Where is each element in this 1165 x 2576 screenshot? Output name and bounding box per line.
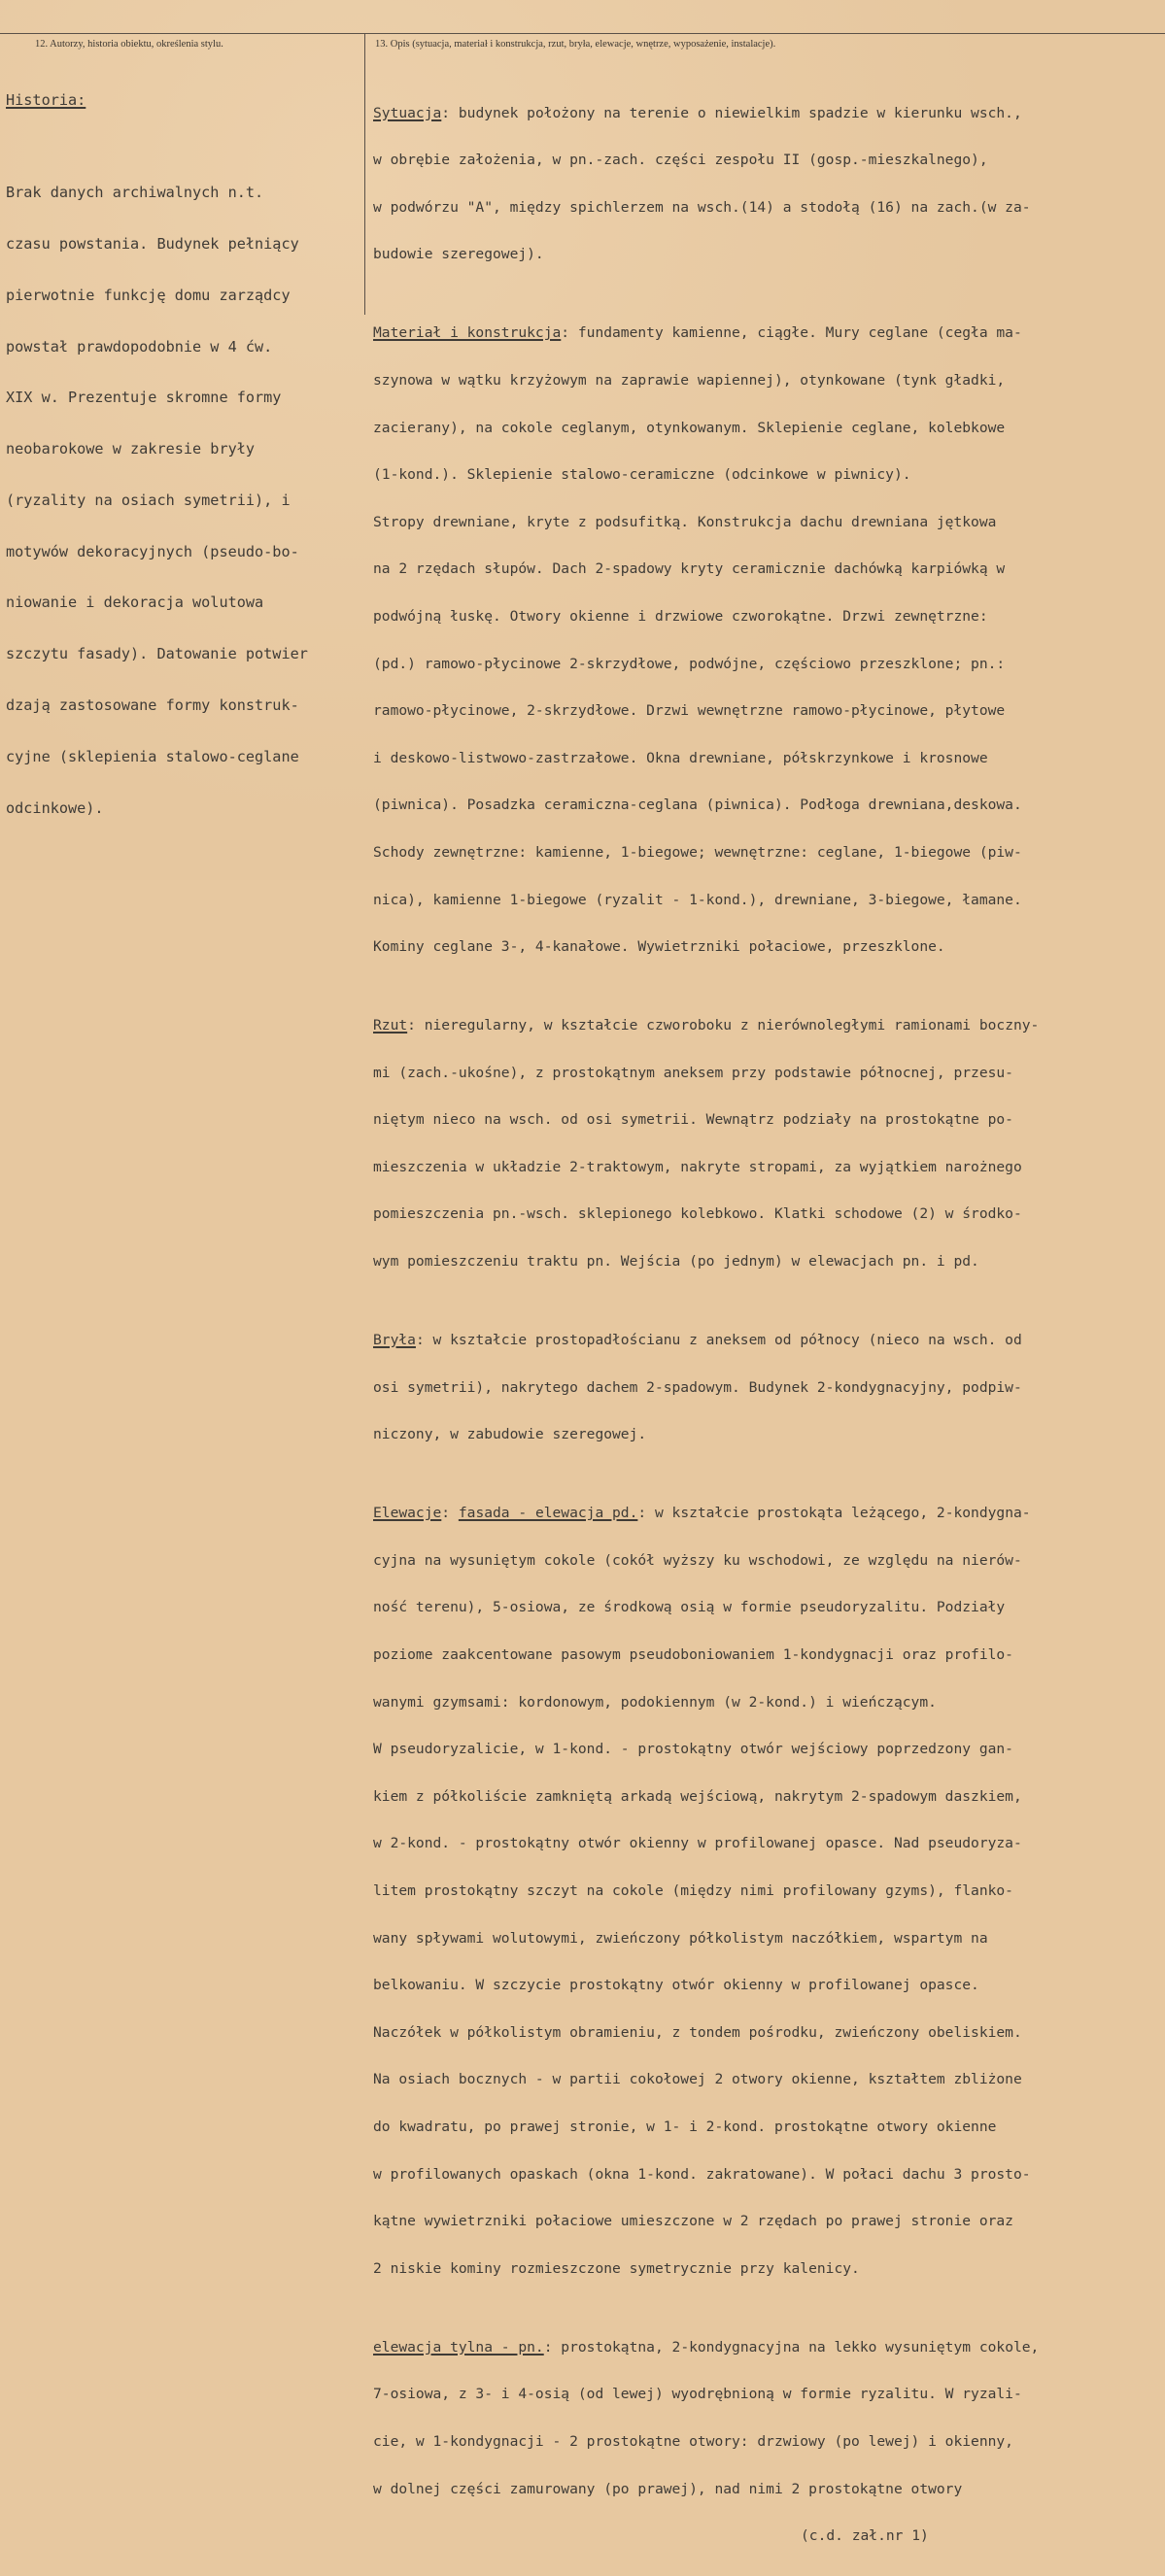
- section-situation-line: w obrębie założenia, w pn.-zach. części zespołu II (gosp.-mieszkalnego),: [373, 152, 988, 169]
- section-situation-line: budowie szeregowej).: [373, 246, 544, 263]
- section-text: : budynek położony na terenie o niewielkim spadzie w kierunku wsch.,: [441, 104, 1022, 121]
- history-line: cyjne (sklepienia stalowo-ceglane: [6, 747, 299, 765]
- section-plan-line: [373, 1018, 1162, 1034]
- section-facades-line: do kwadratu, po prawej stronie, w 1- i 2-kond. prostokątne otwory okienne: [373, 2118, 997, 2135]
- section-facades-line: 2 niskie kominy rozmieszczone symetrycznie przy kalenicy.: [373, 2259, 860, 2277]
- history-line: motywów dekoracyjnych (pseudo-bo-: [6, 542, 299, 560]
- section-facades-line: W pseudoryzalicie, w 1-kond. - prostokątny otwór wejściowy poprzedzony gan-: [373, 1741, 1013, 1758]
- description-column: [373, 58, 1162, 2576]
- history-line: odcinkowe).: [6, 798, 104, 817]
- section-text: : prostokątna, 2-kondygnacyjna na lekko wysuniętym cokole,: [543, 2338, 1040, 2356]
- section-plan-line: wym pomieszczeniu traktu pn. Wejścia (po jednym) w elewacjach pn. i pd.: [373, 1253, 979, 1271]
- section-facades-line: Na osiach bocznych - w partii cokołowej 2 otwory okienne, kształtem zbliżone: [373, 2071, 1022, 2088]
- history-line: Brak danych archiwalnych n.t.: [6, 184, 264, 202]
- section-rear-line: w dolnej części zamurowany (po prawej), nad nimi 2 prostokątne otwory: [373, 2480, 963, 2497]
- section-label-situation: Sytuacja: [373, 104, 442, 121]
- section-rear-line: cie, w 1-kondygnacji - 2 prostokątne otwory: drzwiowy (po lewej) i okienny,: [373, 2432, 1013, 2450]
- section-material-line: [373, 325, 1162, 341]
- section-material-line: Schody zewnętrzne: kamienne, 1-biegowe; wewnętrzne: ceglane, 1-biegowe (piw-: [373, 843, 1022, 861]
- section-text: : w kształcie prostokąta leżącego, 2-kondygna-: [637, 1505, 1031, 1522]
- section-material-line: na 2 rzędach słupów. Dach 2-spadowy kryty ceramicznie dachówką karpiówką w: [373, 560, 1006, 578]
- section-material-line: i deskowo-listwowo-zastrzałowe. Okna drewniane, półskrzynkowe i krosnowe: [373, 749, 988, 766]
- section-label-material: Materiał i konstrukcja: [373, 324, 562, 342]
- history-line: czasu powstania. Budynek pełniący: [6, 234, 299, 253]
- section-text: : w kształcie prostopadłościanu z aneksem od północy (nieco na wsch. od: [415, 1332, 1022, 1349]
- section-mass-line: niczony, w zabudowie szeregowej.: [373, 1426, 647, 1443]
- section-plan-line: niętym nieco na wsch. od osi symetrii. Wewnątrz podziały na prostokątne po-: [373, 1111, 1013, 1129]
- section-plan-line: pomieszczenia pn.-wsch. sklepionego kolebkowo. Klatki schodowe (2) w środko-: [373, 1205, 1022, 1223]
- section-label-rear: elewacja tylna - pn.: [373, 2338, 544, 2356]
- section-facades-line: kątne wywietrzniki połaciowe umieszczone w 2 rzędach po prawej stronie oraz: [373, 2213, 1013, 2230]
- section-rear-line: 7-osiowa, z 3- i 4-osią (od lewej) wyodrębnioną w formie ryzalitu. W ryzali-: [373, 2386, 1022, 2403]
- left-column-header: 12. Autorzy, historia obiektu, określenia stylu.: [35, 39, 223, 50]
- history-line: pierwotnie funkcję domu zarządcy: [6, 286, 291, 304]
- column-divider: [364, 33, 365, 315]
- right-column-header: 13. Opis (sytuacja, materiał i konstrukcja, rzut, bryła, elewacje, wnętrze, wyposażenie, instalacje).: [375, 39, 776, 50]
- section-facades-line: kiem z półkoliście zamkniętą arkadą wejściową, nakrytym 2-spadowym daszkiem,: [373, 1787, 1022, 1805]
- section-label-plan: Rzut: [373, 1017, 408, 1034]
- section-facades-line: Naczółek w półkolistym obramieniu, z tondem pośrodku, zwieńczony obeliskiem.: [373, 2023, 1022, 2041]
- section-material-line: szynowa w wątku krzyżowym na zaprawie wapiennej), otynkowane (tynk gładki,: [373, 371, 1006, 389]
- section-situation-line: w podwórzu "A", między spichlerzem na wsch.(14) a stodołą (16) na zach.(w za-: [373, 198, 1031, 216]
- top-rule: [0, 33, 1165, 34]
- history-line: szczytu fasady). Datowanie potwier: [6, 645, 308, 663]
- history-heading: Historia:: [6, 91, 86, 110]
- section-facades-line: poziome zaakcentowane pasowym pseudoboniowaniem 1-kondygnacji oraz profilo-: [373, 1646, 1013, 1664]
- section-mass-line: osi symetrii), nakrytego dachem 2-spadowym. Budynek 2-kondygnacyjny, podpiw-: [373, 1378, 1022, 1396]
- section-rear-line: [373, 2340, 1162, 2356]
- section-material-line: (pd.) ramowo-płycinowe 2-skrzydłowe, podwójne, częściowo przeszklone; pn.:: [373, 655, 1006, 672]
- section-material-line: (1-kond.). Sklepienie stalowo-ceramiczne (odcinkowe w piwnicy).: [373, 466, 911, 484]
- section-text: : nieregularny, w kształcie czworoboku z nierównoległymi ramionami boczny-: [407, 1017, 1040, 1034]
- section-material-line: Kominy ceglane 3-, 4-kanałowe. Wywietrzniki połaciowe, przeszklone.: [373, 938, 945, 956]
- section-facades-line: wany spływami wolutowymi, zwieńczony półkolistym naczółkiem, wspartym na: [373, 1929, 988, 1947]
- section-material-line: ramowo-płycinowe, 2-skrzydłowe. Drzwi wewnętrzne ramowo-płycinowe, płytowe: [373, 702, 1006, 720]
- section-label-facades: Elewacje: [373, 1505, 442, 1522]
- section-situation-line: [373, 106, 1162, 121]
- section-facades-line: w 2-kond. - prostokątny otwór okienny w profilowanej opasce. Nad pseudoryza-: [373, 1835, 1022, 1852]
- history-line: dzają zastosowane formy konstruk-: [6, 695, 299, 714]
- section-facades-line: cyjna na wysuniętym cokole (cokół wyższy ku wschodowi, ze względu na nierów-: [373, 1551, 1022, 1569]
- continuation-reference: (c.d. zał.nr 1): [801, 2527, 929, 2545]
- history-line: powstał prawdopodobnie w 4 ćw.: [6, 337, 273, 356]
- section-material-line: nica), kamienne 1-biegowe (ryzalit - 1-kond.), drewniane, 3-biegowe, łamane.: [373, 891, 1022, 908]
- section-facades-line: litem prostokątny szczyt na cokole (między nimi profilowany gzyms), flanko-: [373, 1882, 1013, 1900]
- history-column: [6, 58, 363, 851]
- section-material-line: Stropy drewniane, kryte z podsufitką. Konstrukcja dachu drewniana jętkowa: [373, 513, 997, 530]
- section-facades-line: wanymi gzymsami: kordonowym, podokiennym (w 2-kond.) i wieńczącym.: [373, 1693, 937, 1711]
- section-facades-line: w profilowanych opaskach (okna 1-kond. zakratowane). W połaci dachu 3 prosto-: [373, 2165, 1031, 2183]
- section-plan-line: mi (zach.-ukośne), z prostokątnym aneksem przy podstawie północnej, przesu-: [373, 1064, 1013, 1081]
- section-text: : fundamenty kamienne, ciągłe. Mury ceglane (cegła ma-: [561, 324, 1022, 342]
- section-label-mass: Bryła: [373, 1332, 416, 1349]
- history-line: neobarokowe w zakresie bryły: [6, 440, 256, 458]
- section-plan-line: mieszczenia w układzie 2-traktowym, nakryte stropami, za wyjątkiem narożnego: [373, 1158, 1022, 1175]
- section-material-line: podwójną łuskę. Otwory okienne i drzwiowe czworokątne. Drzwi zewnętrzne:: [373, 607, 988, 625]
- history-line: (ryzality na osiach symetrii), i: [6, 491, 291, 509]
- section-facades-line: Elewacje: fasada - elewacja pd.: w kształcie prostokąta leżącego, 2-kondygna-: [373, 1505, 1031, 1522]
- section-material-line: (piwnica). Posadzka ceramiczna-ceglana (piwnica). Podłoga drewniana,deskowa.: [373, 797, 1022, 814]
- section-mass-line: [373, 1333, 1162, 1348]
- section-material-line: zacierany), na cokole ceglanym, otynkowanym. Sklepienie ceglane, kolebkowe: [373, 419, 1006, 436]
- history-line: XIX w. Prezentuje skromne formy: [6, 389, 282, 407]
- section-facades-line: ność terenu), 5-osiowa, ze środkową osią w formie pseudoryzalitu. Podziały: [373, 1599, 1006, 1616]
- section-sublabel-front: fasada - elewacja pd.: [458, 1505, 638, 1522]
- section-facades-line: belkowaniu. W szczycie prostokątny otwór okienny w profilowanej opasce.: [373, 1977, 979, 1994]
- history-line: niowanie i dekoracja wolutowa: [6, 593, 264, 612]
